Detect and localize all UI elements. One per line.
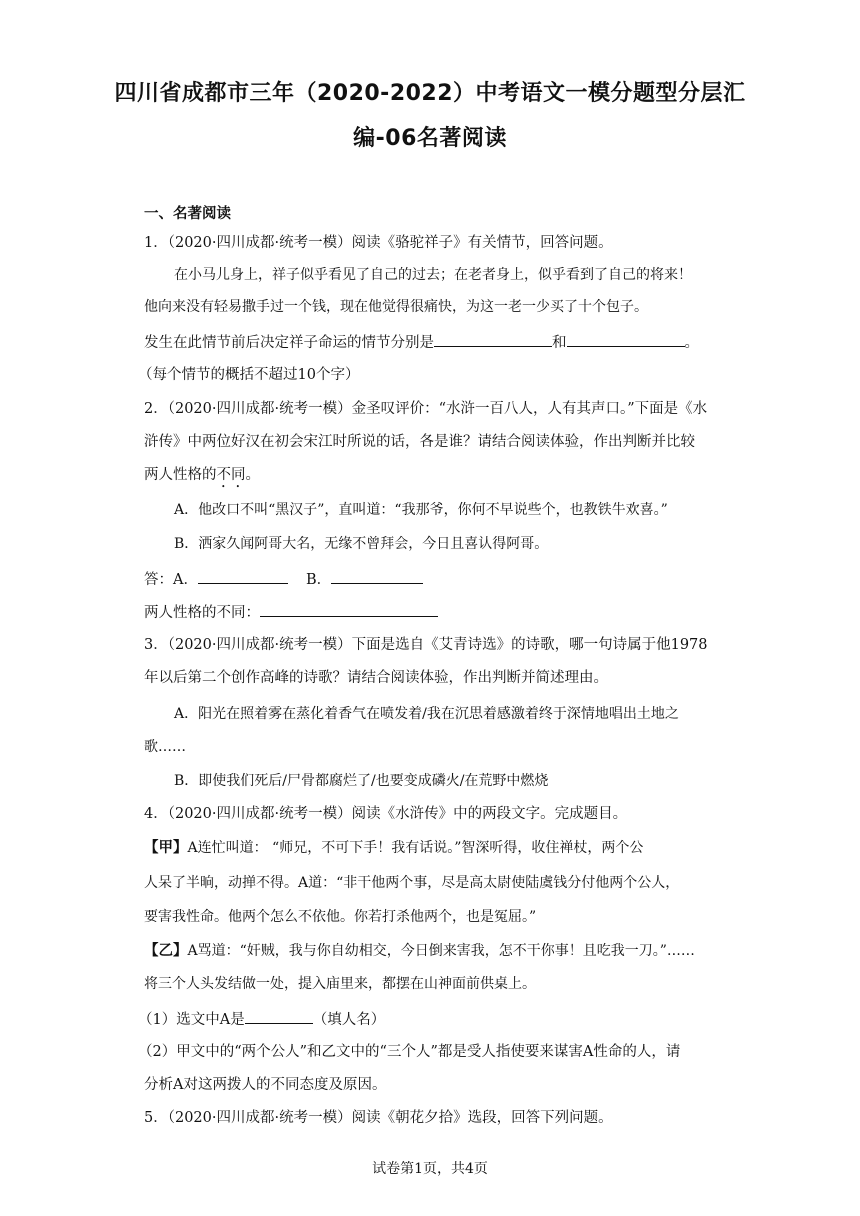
q4-jia-text-1: A连忙叫道： “师兄，不可下手！我有话说。”智深听得，收住禅杖，两个公: [187, 840, 644, 856]
q1-answer-blank-2[interactable]: [567, 331, 685, 347]
q1-question: [144, 331, 699, 353]
q2-stem-line-1: 2．（2020·四川成都·统考一模）金圣叹评价：“水浒一百八人，人有其声口。”下面是《水: [144, 401, 708, 417]
page-footer: 试卷第1页，共4页: [372, 1161, 488, 1177]
q2-answer-line: [144, 568, 423, 590]
q1-answer-blank-1[interactable]: [434, 331, 552, 347]
q4-jia-line-3: 要害我性命。他两个怎么不依他。你若打杀他两个，也是冤屈。”: [144, 909, 537, 925]
q4-sub1: [138, 1008, 385, 1030]
q3-option-b: B．即使我们死后/尸骨都腐烂了/也要变成磷火/在荒野中燃烧: [174, 773, 549, 789]
q2-answer-blank-b[interactable]: [331, 568, 423, 584]
q4-sub2-line-1: （2）甲文中的“两个公人”和乙文中的“三个人”都是受人指使要来谋害A性命的人，请: [138, 1044, 681, 1060]
q2-option-b: B．洒家久闻阿哥大名，无缘不曾拜会，今日且喜认得阿哥。: [174, 536, 549, 552]
q2-stem-line-2: 浒传》中两位好汉在初会宋江时所说的话，各是谁？请结合阅读体验，作出判断并比较: [144, 434, 695, 450]
q4-sub1-blank[interactable]: [245, 1008, 313, 1024]
q4-yi-tag: 【乙】: [144, 943, 188, 959]
document-title-line-2: 编-06名著阅读: [353, 126, 507, 151]
q1-question-end: 。: [684, 335, 699, 351]
q5-stem: 5．（2020·四川成都·统考一模）阅读《朝花夕拾》选段，回答下列问题。: [144, 1110, 613, 1126]
q1-question-text: 发生在此情节前后决定祥子命运的情节分别是: [144, 335, 434, 351]
q4-yi-line-2: 将三个人头发结做一处，提入庙里来，都摆在山神面前供桌上。: [144, 976, 536, 992]
q4-jia-line-2: 人呆了半晌，动掸不得。A道：“非干他两个事，尽是高太尉使陆虞钱分付他两个公人，: [144, 875, 680, 891]
q4-stem: 4．（2020·四川成都·统考一模）阅读《水浒传》中的两段文字。完成题目。: [144, 806, 628, 822]
q1-passage-line-1: 在小马儿身上，祥子似乎看见了自己的过去；在老者身上，似乎看到了自己的将来！: [174, 267, 692, 283]
q1-note: （每个情节的概括不超过10个字）: [138, 367, 360, 383]
q2-stem-line-3: [144, 465, 260, 491]
q2-difference-blank[interactable]: [260, 601, 438, 617]
q4-sub1-hint: （填人名）: [312, 1012, 386, 1028]
q2-stem-period: 。: [245, 467, 260, 483]
q1-stem: 1．（2020·四川成都·统考一模）阅读《骆驼祥子》有关情节，回答问题。: [144, 235, 613, 251]
q2-difference-label: 两人性格的不同：: [144, 605, 260, 621]
q4-yi-text-1: A骂道：“奸贼，我与你自幼相交，今日倒来害我，怎不干你事！且吃我一刀。”……: [187, 943, 695, 959]
q1-question-and: 和: [552, 335, 567, 351]
q2-answer-b-label: B．: [305, 572, 332, 588]
q1-passage-line-2: 他向来没有轻易撒手过一个钱，现在他觉得很痛快，为这一老一少买了十个包子。: [144, 299, 648, 315]
q3-option-a-line-1: A．阳光在照着雾在蒸化着香气在喷发着/我在沉思着感激着终于深情地唱出土地之: [174, 706, 679, 722]
q2-difference-line: [144, 601, 438, 623]
q3-option-a-line-2: 歌……: [144, 739, 186, 755]
q4-yi-line-1: [144, 941, 695, 961]
q3-stem-line-2: 年以后第二个创作高峰的诗歌？请结合阅读体验，作出判断并简述理由。: [144, 670, 608, 686]
q4-sub2-line-2: 分析A对这两拨人的不同态度及原因。: [144, 1077, 387, 1093]
q4-sub1-text: （1）选文中A是: [138, 1012, 245, 1028]
section-heading: 一、名著阅读: [144, 206, 231, 222]
q2-answer-blank-a[interactable]: [198, 568, 288, 584]
q2-option-a: A．他改口不叫“黑汉子”，直叫道：“我那爷，你何不早说些个，也教铁牛欢喜。”: [174, 502, 668, 518]
q4-jia-tag: 【甲】: [144, 840, 188, 856]
q3-stem-line-1: 3．（2020·四川成都·统考一模）下面是选自《艾青诗选》的诗歌，哪一句诗属于他1978: [144, 637, 708, 653]
q2-answer-label: 答：A．: [144, 572, 198, 588]
q2-stem-emphasis: 不同: [216, 467, 246, 483]
q2-stem-text: 两人性格的: [144, 467, 217, 483]
q4-jia-line-1: [144, 838, 643, 858]
document-title-line-1: 四川省成都市三年（2020-2022）中考语文一模分题型分层汇: [114, 81, 746, 106]
